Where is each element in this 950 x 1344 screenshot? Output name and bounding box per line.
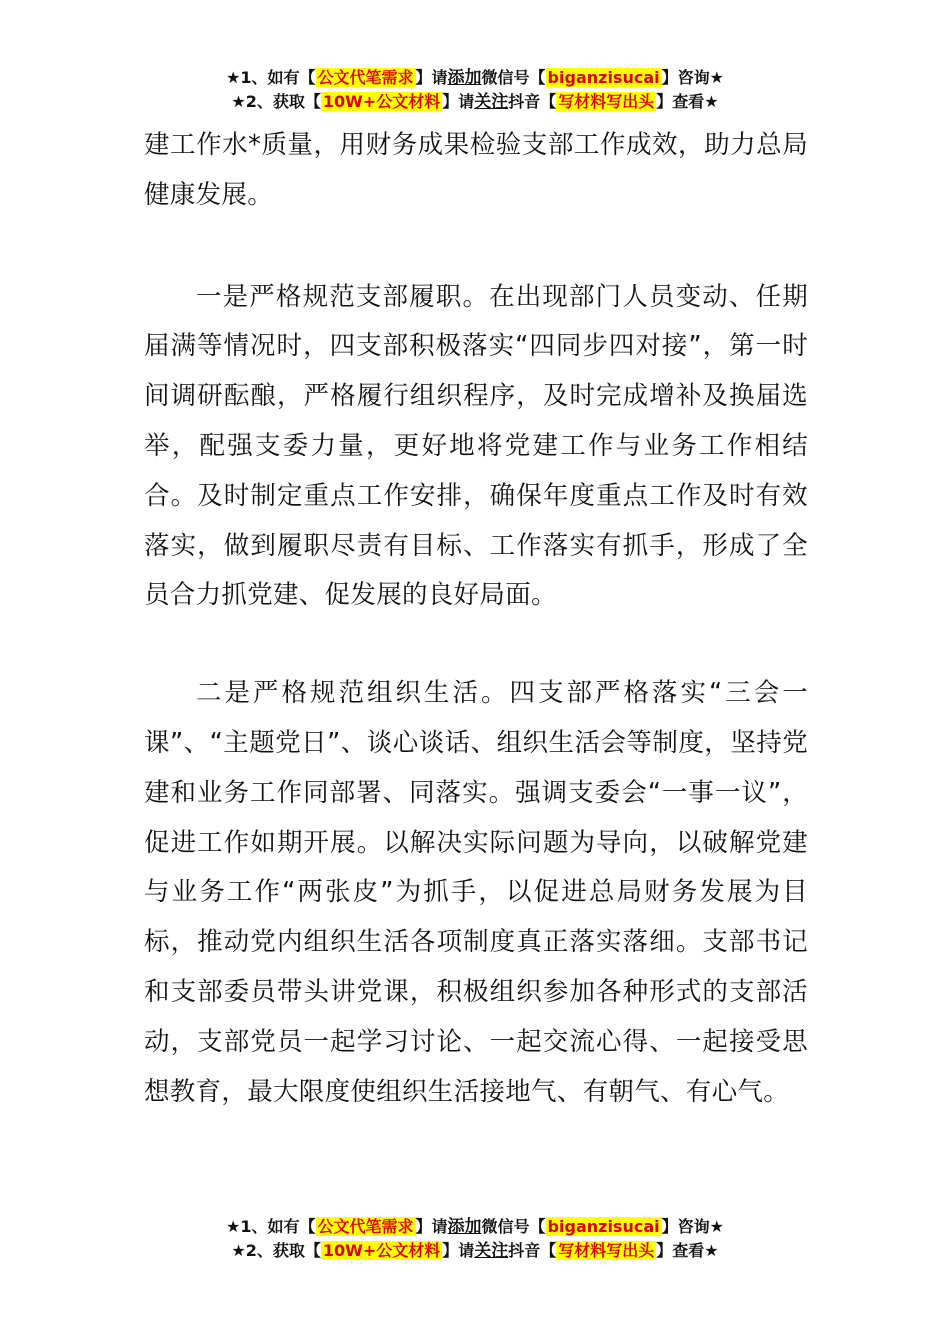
banner-highlight: 公文代笔需求 [317, 68, 414, 87]
banner-text: ★1、如有【 [226, 1217, 316, 1236]
banner-underlined-word: 添加 [447, 68, 482, 88]
banner-highlight: 公文代笔需求 [317, 1217, 414, 1236]
banner-douyin-account: 写材料写出头 [558, 92, 655, 111]
banner-line-1 [0, 1215, 950, 1239]
banner-text: 抖音【 [508, 92, 557, 111]
banner-highlight: 10W+公文材料 [322, 1241, 441, 1260]
banner-text: ★2、获取【 [231, 1241, 321, 1260]
banner-wechat-id: biganzisucai [547, 1217, 660, 1236]
banner-underlined-word: 关注 [474, 92, 509, 112]
banner-text: 】咨询★ [661, 1217, 724, 1236]
banner-text: 】请 [442, 1241, 475, 1260]
banner-douyin-account: 写材料写出头 [558, 1241, 655, 1260]
banner-line-2 [0, 1239, 950, 1263]
document-body [144, 121, 808, 1117]
header-banner [0, 66, 950, 114]
banner-text: 】请 [415, 68, 448, 87]
banner-text: ★2、获取【 [231, 92, 321, 111]
banner-line-2 [0, 90, 950, 114]
banner-text: 微信号【 [481, 68, 546, 87]
banner-highlight: 10W+公文材料 [322, 92, 441, 111]
paragraph-duty: 一是严格规范支部履职。在出现部门人员变动、任期届满等情况时，四支部积极落实“四同步四对接”，第一时间调研酝酿，严格履行组织程序，及时完成增补及换届选举，配强支委力量，更好地将党建工作与业务工作相结合。及时制定重点工作安排，确保年度重点工作及时有效落实，做到履职尽责有目标、工作落实有抓手，形成了全员合力抓党建、促发展的良好局面。 [144, 281, 808, 611]
banner-text: ★1、如有【 [226, 68, 316, 87]
banner-text: 微信号【 [481, 1217, 546, 1236]
banner-text: 】请 [442, 92, 475, 111]
paragraph-spacer [144, 621, 808, 669]
paragraph-organization-life: 二是严格规范组织生活。四支部严格落实“三会一课”、“主题党日”、谈心谈话、组织生活会等制度，坚持党建和业务工作同部署、同落实。强调支委会“一事一议”，促进工作如期开展。以解决实际问题为导向，以破解党建与业务工作“两张皮”为抓手，以促进总局财务发展为目标，推动党内组织生活各项制度真正落实落细。支部书记和支部委员带头讲党课，积极组织参加各种形式的支部活动，支部党员一起学习讨论、一起交流心得、一起接受思想教育，最大限度使组织生活接地气、有朝气、有心气。 [144, 678, 808, 1107]
banner-line-1 [0, 66, 950, 90]
banner-text: 】咨询★ [661, 68, 724, 87]
intro-paragraph: 建工作水*质量，用财务成果检验支部工作成效，助力总局健康发展。 [144, 130, 808, 210]
banner-text: 抖音【 [508, 1241, 557, 1260]
footer-banner [0, 1215, 950, 1263]
banner-wechat-id: biganzisucai [547, 68, 660, 87]
banner-text: 】查看★ [656, 1241, 719, 1260]
banner-underlined-word: 添加 [447, 1217, 482, 1237]
banner-text: 】查看★ [656, 92, 719, 111]
banner-underlined-word: 关注 [474, 1241, 509, 1261]
paragraph-spacer [144, 221, 808, 273]
banner-text: 】请 [415, 1217, 448, 1236]
